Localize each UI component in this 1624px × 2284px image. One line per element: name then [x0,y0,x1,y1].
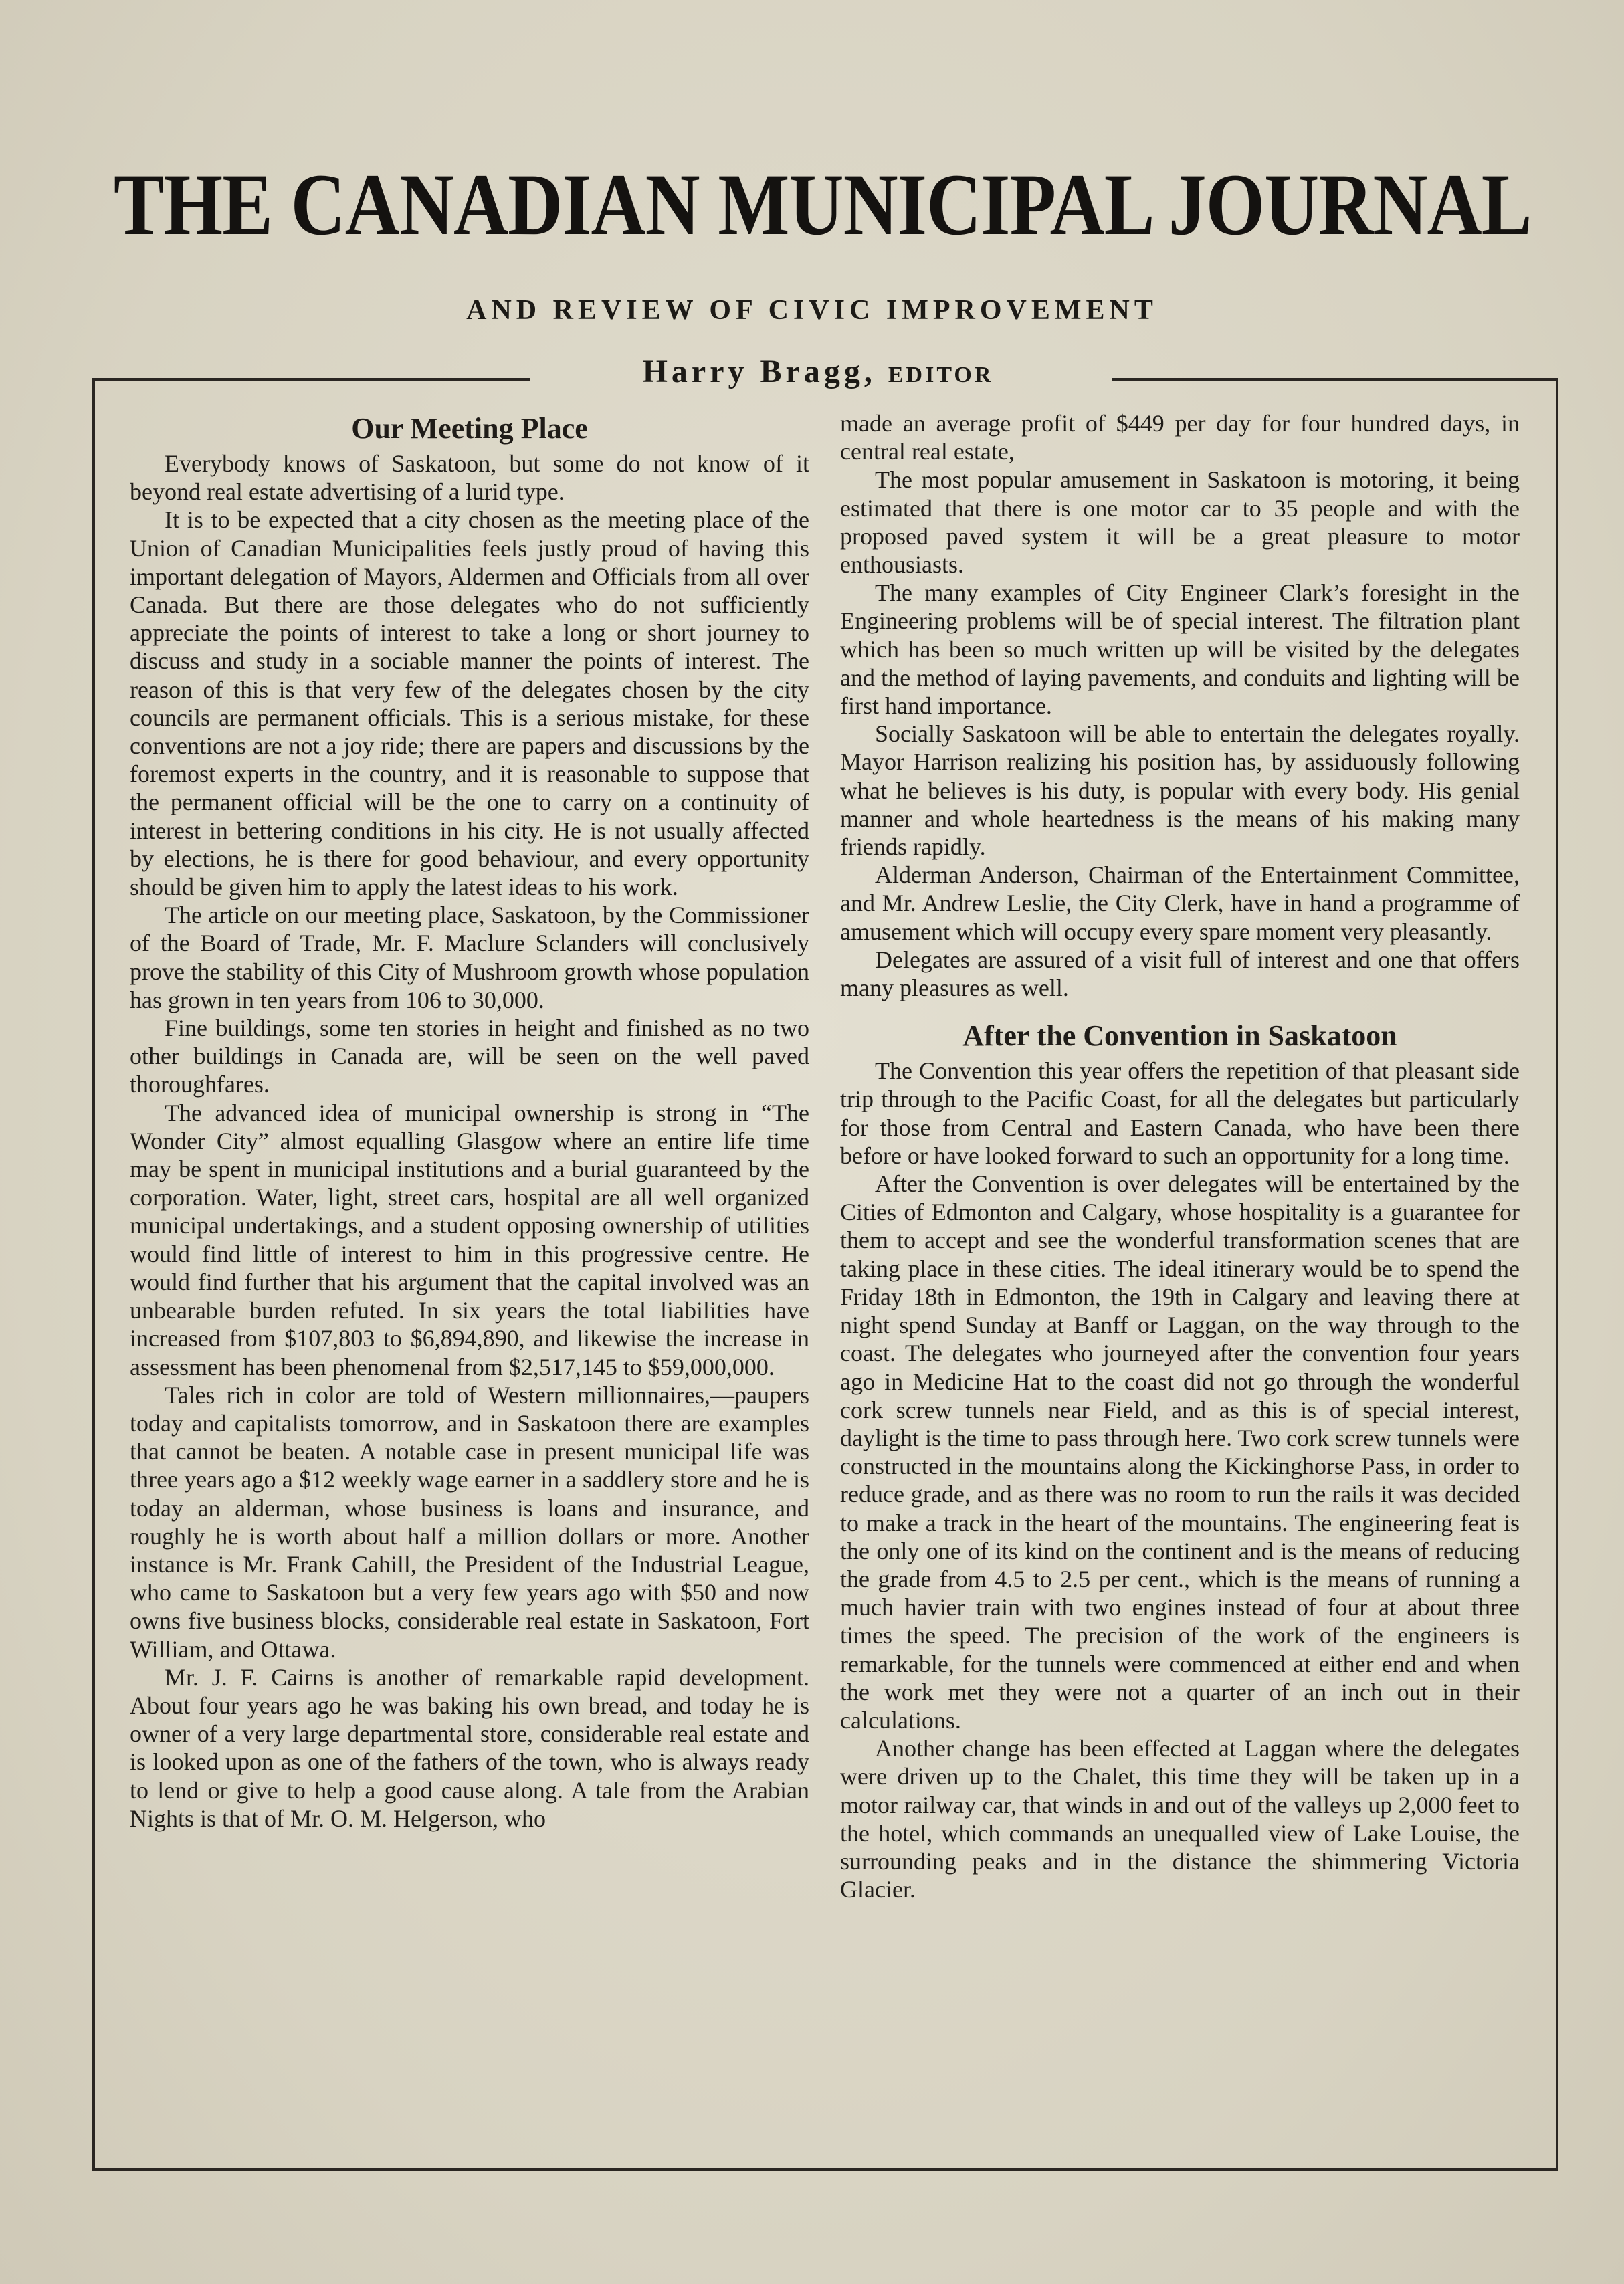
left-column [130,409,809,1833]
frame-rule-left [92,378,530,381]
paragraph: After the Convention is over delegates will be entertained by the Cities of Edmonton and Calgary, whose hospitality is a guarantee for them to accept and see the wonderful transformation scenes that are taking place in these cities. The ideal itinerary would be to spend the Friday 18th in Edmonton, the 19th in Calgary and leaving there at night spend Sunday at Banff or Laggan, on the way through to the coast. The delegates who journeyed after the convention four years ago in Medicine Hat to the coast did not go through the wonderful cork screw tunnels near Field, and as this is of special interest, daylight is the time to pass through here. Two cork screw tunnels were constructed in the mountains along the Kickinghorse Pass, in order to reduce grade, and as there was no room to run the rails it was decided to make a track in the heart of the mountains. The engineering feat is the only one of its kind on the continent and is the means of reducing the grade from 4.5 to 2.5 per cent., which is the means of running a much havier train with two engines instead of four at about three times the speed. The precision of the work of the engineers is remarkable, for the tunnels were commenced at either end and when the work met they were not a quarter of an inch out in their calculations. [840,1170,1520,1734]
journal-subtitle: AND REVIEW OF CIVIC IMPROVEMENT [466,295,1158,326]
journal-title: THE CANADIAN MUNICIPAL JOURNAL [113,155,1532,253]
right-column [840,409,1520,1903]
paragraph: Socially Saskatoon will be able to entertain the delegates royally. Mayor Harrison realizing his position has, by assiduously following what he believes is his duty, is popular with every body. His genial manner and whole heartedness is the means of his making many friends rapidly. [840,720,1520,861]
paragraph: Mr. J. F. Cairns is another of remarkable rapid development. About four years ago he was baking his own bread, and today he is owner of a very large departmental store, considerable real estate and is looked upon as one of the fathers of the town, who is always ready to lend or give to help a good cause along. A tale from the Arabian Nights is that of Mr. O. M. Helgerson, who [130,1663,809,1832]
paragraph: Tales rich in color are told of Western millionnaires,—paupers today and capitalists tomorrow, and in Saskatoon there are examples that cannot be beaten. A notable case in present municipal life was three years ago a $12 weekly wage earner in a saddlery store and he is today an alderman, whose business is loans and insurance, and roughly he is worth about half a million dollars or more. Another instance is Mr. Frank Cahill, the President of the Industrial League, who came to Saskatoon but a very few years ago with $50 and now owns five business blocks, considerable real estate in Saskatoon, Fort William, and Ottawa. [130,1381,809,1663]
paragraph: Delegates are assured of a visit full of interest and one that offers many pleasures as well. [840,946,1520,1002]
frame-rule-right [1112,378,1556,381]
paragraph: It is to be expected that a city chosen as the meeting place of the Union of Canadian Municipalities feels justly proud of having this important delegation of Mayors, Aldermen and Officials from all over Canada. But there are those delegates who do not sufficiently appreciate the points of interest to take a long or short journey to discuss and study in a sociable manner the points of interest. The reason of this is that very few of the delegates chosen by the city councils are permanent officials. This is a serious mistake, for these conventions are not a joy ride; there are papers and discussions by the foremost experts in the country, and it is reasonable to suppose that the permanent official will be the one to carry on a continuity of interest in bettering conditions in his city. He is not usually affected by elections, he is there for good behaviour, and every opportunity should be given him to apply the latest ideas to his work. [130,506,809,901]
paragraph: The article on our meeting place, Saskatoon, by the Commissioner of the Board of Trade, Mr. F. Maclure Sclanders will conclusively prove the stability of this City of Mushroom growth whose population has grown in ten years from 106 to 30,000. [130,902,809,1013]
article-heading: Our Meeting Place [351,412,588,445]
paragraph: Another change has been effected at Laggan where the delegates were driven up to the Chalet, this time they will be taken up in a motor railway car, that winds in and out of the valleys up 2,000 feet to the hotel, which commands an unequalled view of Lake Louise, the surrounding peaks and in the distance the shimmering Victoria Glacier. [840,1735,1520,1903]
paragraph: Fine buildings, some ten stories in height and finished as no two other buildings in Canada are, will be seen on the well paved thoroughfares. [130,1015,809,1098]
paragraph: The many examples of City Engineer Clark’s foresight in the Engineering problems will be of special interest. The filtration plant which has been so much written up will be visited by the delegates and the method of laying pavements, and conduits and lighting will be first hand importance. [840,579,1520,720]
paragraph: Alderman Anderson, Chairman of the Entertainment Committee, and Mr. Andrew Leslie, the City Clerk, have in hand a programme of amusement which will occupy every spare moment very pleasantly. [840,861,1520,945]
paragraph: Everybody knows of Saskatoon, but some do not know of it beyond real estate advertising of a lurid type. [130,450,809,506]
article-heading: After the Convention in Saskatoon [962,1019,1397,1053]
editor-credit [540,353,1096,390]
editor-role: EDITOR [888,362,994,387]
editor-name: Harry Bragg, [642,354,876,389]
paragraph: made an average profit of $449 per day for four hundred days, in central real estate, [840,410,1520,465]
paragraph: The advanced idea of municipal ownership is strong in “The Wonder City” almost equalling Glasgow where an entire life time may be spent in municipal institutions and a burial guaranteed by the corporation. Water, light, street cars, hospital are all well organized municipal undertakings, and a student opposing ownership of utilities would find little of interest to him in this progressive centre. He would find further that his argument that the capital involved was an unbearable burden refuted. In six years the total liabilities have increased from $107,803 to $6,894,890, and likewise the increase in assessment has been phenomenal from $2,517,145 to $59,000,000. [130,1099,809,1380]
paragraph: The most popular amusement in Saskatoon is motoring, it being estimated that there is one motor car to 35 people and with the proposed paved system it will be a great pleasure to motor enthousiasts. [840,466,1520,579]
paragraph: The Convention this year offers the repetition of that pleasant side trip through to the Pacific Coast, for all the delegates but particularly for those from Central and Eastern Canada, who have been there before or have looked forward to such an opportunity for a long time. [840,1057,1520,1169]
